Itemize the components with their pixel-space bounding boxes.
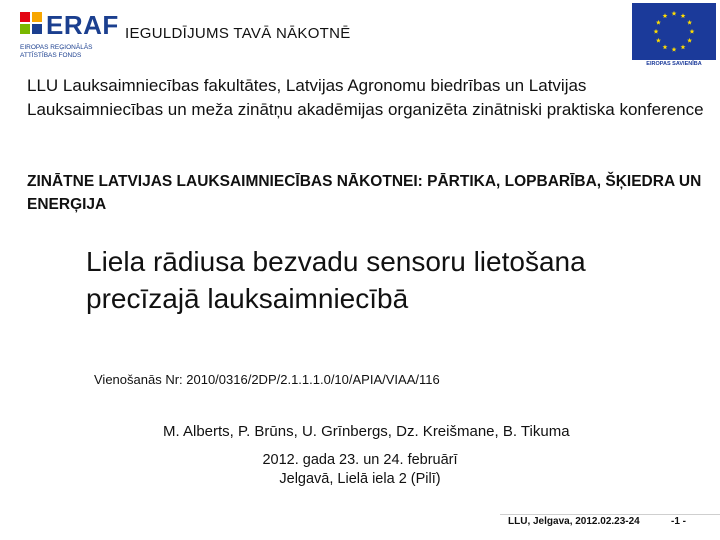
footer-text: LLU, Jelgava, 2012.02.23-24 [508, 516, 640, 527]
slogan: IEGULDĪJUMS TAVĀ NĀKOTNĒ [125, 25, 351, 42]
conference-venue: Jelgavā, Lielā iela 2 (Pilī) [279, 471, 441, 487]
eu-logo-caption: EIROPAS SAVIENĪBA [646, 61, 702, 67]
page-number: -1 - [671, 516, 686, 527]
eu-logo [632, 3, 717, 65]
conference-date: 2012. gada 23. un 24. februārī [262, 452, 458, 468]
eraf-mark-icon [20, 12, 42, 34]
intro-text: LLU Lauksaimniecības fakultātes, Latvijas Agronomu biedrības un Latvijas Lauksaimniecības un meža zinātņu akadēmijas organizēta zinātniski praktiska konference [27, 76, 704, 119]
eraf-logo [20, 10, 120, 60]
agreement-number: Vienošanās Nr: 2010/0316/2DP/2.1.1.1.0/10/APIA/VIAA/116 [94, 372, 440, 387]
presentation-title: Liela rādiusa bezvadu sensoru lietošana precīzajā lauksaimniecībā [86, 246, 586, 314]
eu-flag-icon [632, 3, 716, 60]
conference-title: ZINĀTNE LATVIJAS LAUKSAIMNIECĪBAS NĀKOTNEI: PĀRTIKA, LOPBARĪBA, ŠĶIEDRA UN ENERĢIJA [27, 173, 702, 213]
footer-divider [500, 514, 720, 515]
eraf-logo-subtitle: EIROPAS REĢIONĀLĀS ATTĪSTĪBAS FONDS [20, 44, 93, 59]
eraf-logo-word: ERAF [46, 10, 119, 40]
authors: M. Alberts, P. Brūns, U. Grīnbergs, Dz. Kreišmane, B. Tikuma [163, 423, 570, 440]
